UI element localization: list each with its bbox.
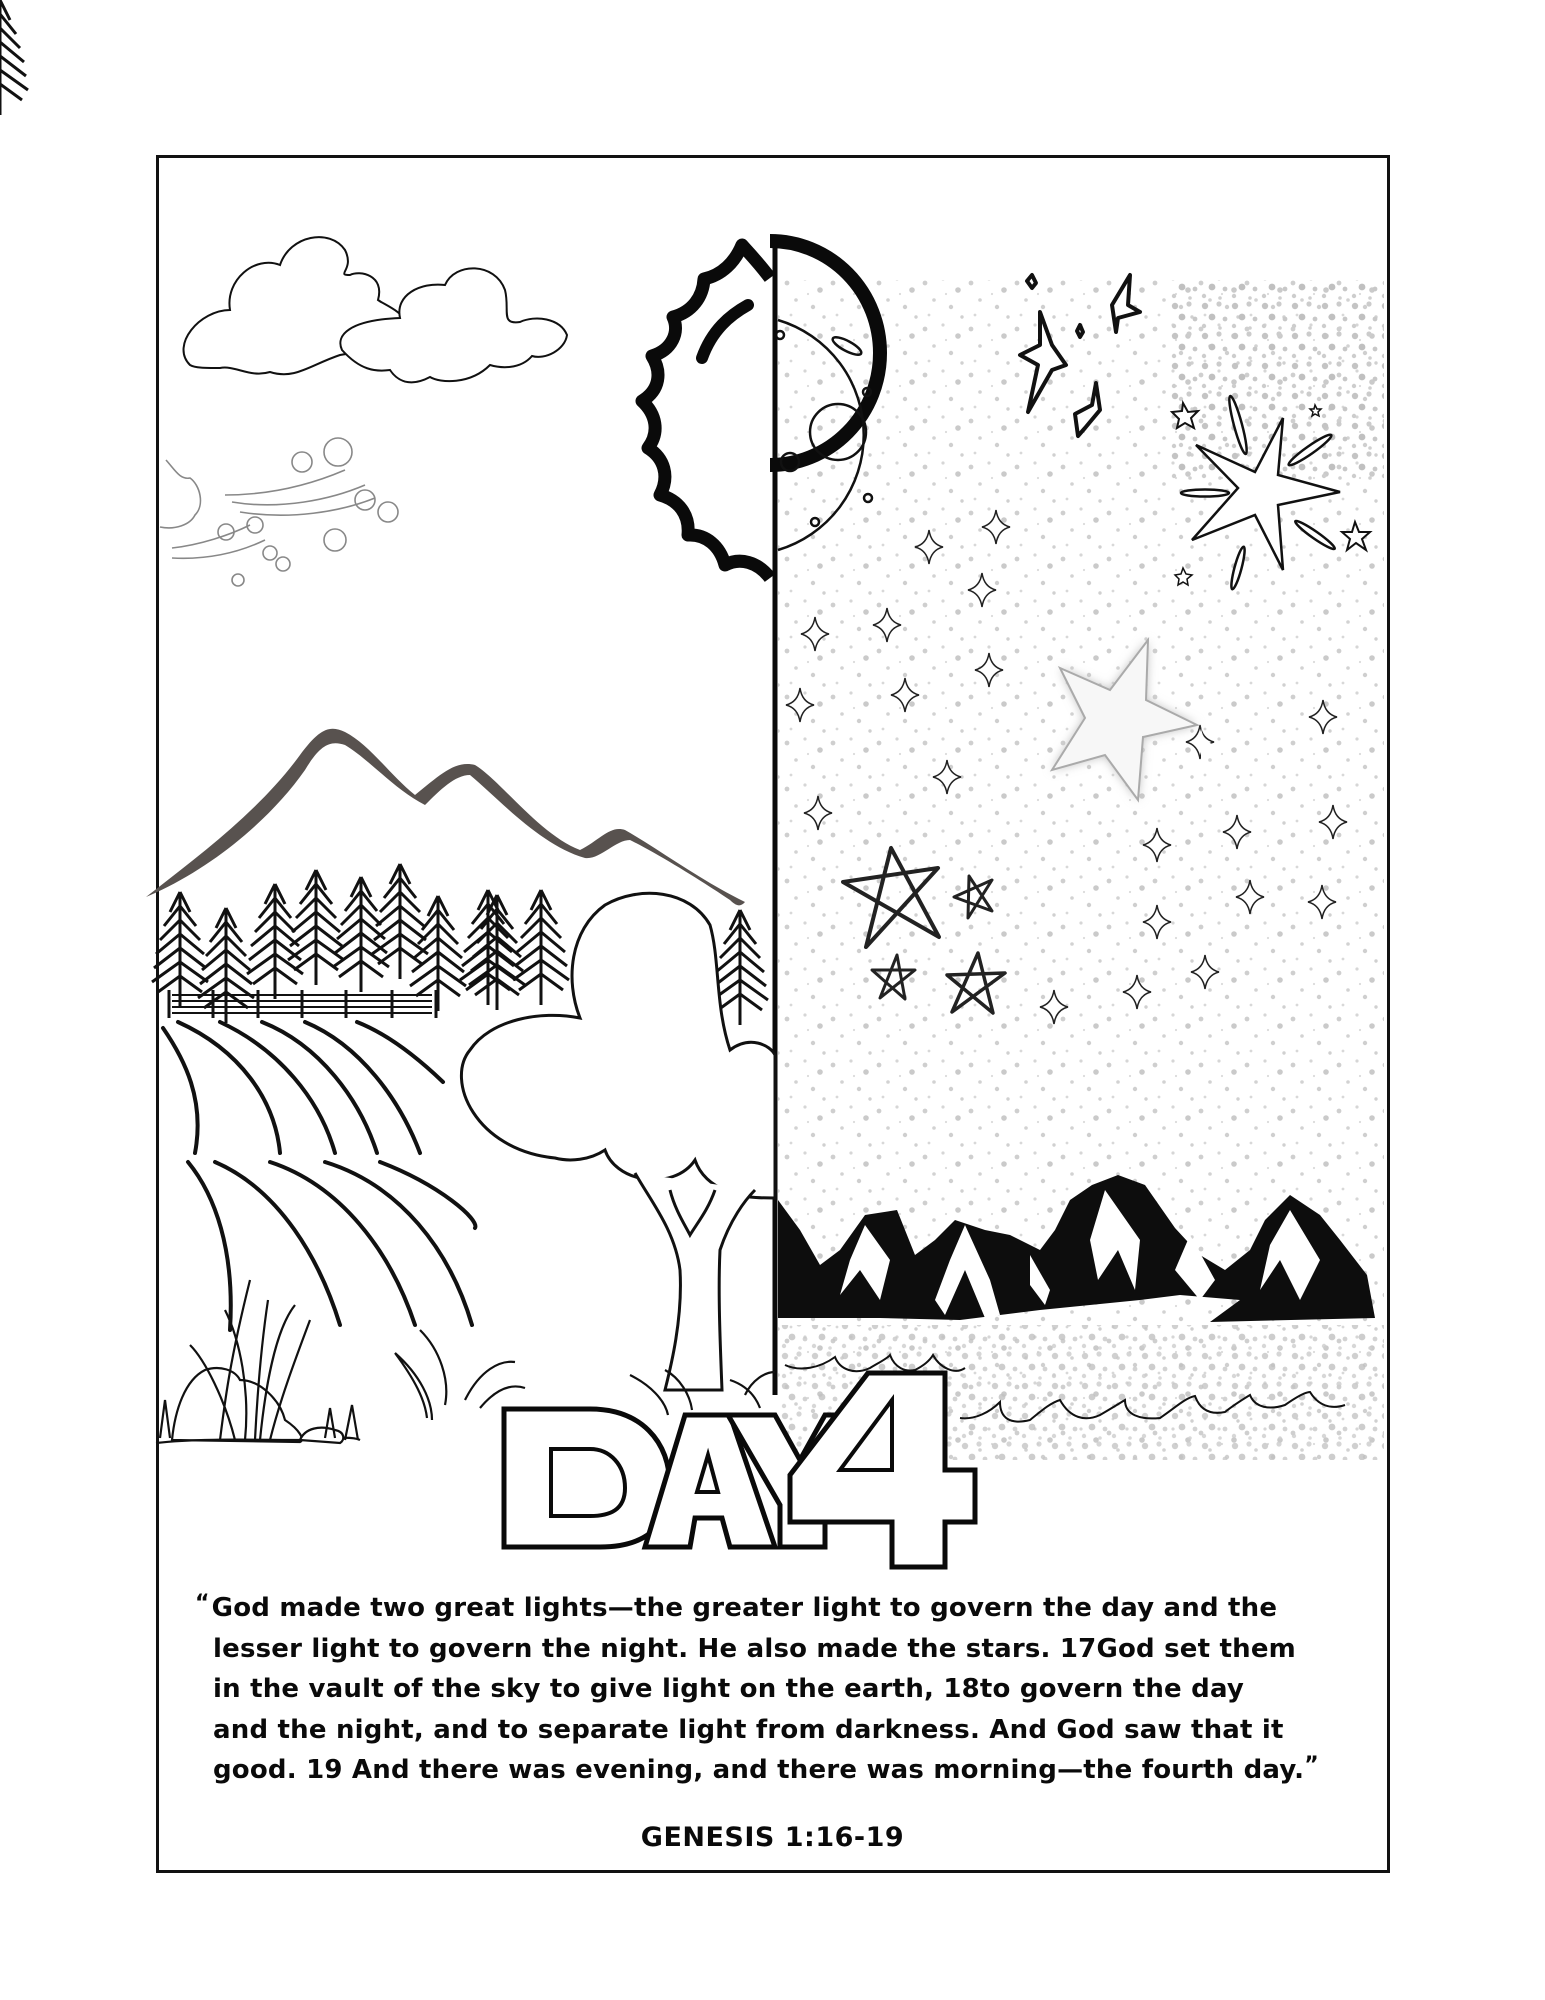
verse-line-5-text: good. 19 And there was evening, and there was morning—the fourth day. [213,1755,1305,1785]
bible-verse [195,1588,1355,1791]
day-4-title [504,1373,975,1567]
wind-swirls-icon [160,438,398,586]
close-quote: ” [1304,1753,1319,1778]
field-rows-icon [163,1022,475,1330]
open-quote: “ [195,1591,210,1616]
pine-trees-icon [0,0,768,1025]
mountain-icon [146,729,745,906]
clouds-icon [184,237,567,382]
verse-line-3: in the vault of the sky to give light on the earth, 18to govern the day [213,1674,1245,1704]
verse-reference: GENESIS 1:16-19 [640,1822,905,1853]
day-title-hidden-text: DAY [0,0,3,1]
verse-line-4: and the night, and to separate light from darkness. And God saw that it [213,1714,1284,1745]
verse-line-1 [195,1588,1355,1629]
tree-icon [461,893,775,1390]
verse-line-2: lesser light to govern the night. He also made the stars. 17God set them [213,1633,1296,1664]
verse-line-1-text: God made two great lights—the greater light to govern the day and the [211,1593,1278,1623]
verse-line-5 [195,1750,1355,1791]
